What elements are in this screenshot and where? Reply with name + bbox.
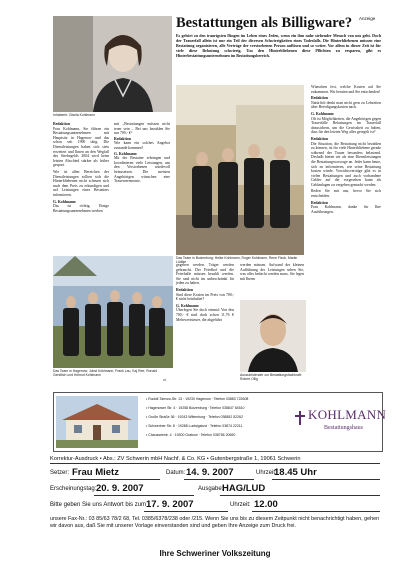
portrait-caption: Inhaberin: Gisela Kohlmann — [53, 113, 95, 117]
col2-label-4: G. Kohlmann: — [176, 303, 200, 308]
col2-label-2: G. Kohlmann: — [114, 151, 138, 156]
col3-text-1: werden müssen. Aufwand der kleinen Aufführung der Leistungen sehen Sie, was alles bedacht werden muss. Sie legen mit Ihrem — [240, 263, 304, 281]
col2-text-5: Sind diese Kosten im Preis von 700,- € nicht beinhaltet? — [176, 292, 234, 302]
col4-label-1: Redaktion — [311, 96, 328, 101]
uhrzeit-value: 18.45 Uhr — [274, 467, 317, 478]
col2-text-4: gegeben werden. Träger werden gebraucht. Der Friedhof und die Feierhalle müssen bezahlt werden. Sie sind nicht im unbeschränkt für jeden zu haben. — [176, 263, 234, 286]
building-photo — [56, 396, 138, 448]
column-2-upper — [114, 122, 170, 184]
col1-text-1: Frau Kohlmann, Sie führen ein Bestattungsunternehmen mit Hauptsitz in Hagenow und das schon seit 1990 tätig. Die Dienstleistungen haben sich stets erweitert und Ihnen an den Wegfall des Sterbegelds 2004 wird beim letzten Abschied stärker als früher gespart. — [53, 126, 109, 168]
proof-underline — [272, 479, 380, 480]
setzer-label: Setzer: — [50, 470, 70, 476]
col4-label-4: Redaktion — [311, 200, 328, 205]
col4-text-3: Oft ist Möglichkeiten, die Angehörigen gegen Trauerfälle Belastungen im Trauerfall abzusichern, um die Gewissheit zu haben, dass für den letzten Weg alles geregelt ist? — [311, 116, 381, 135]
ad-address: • Große Straße 36 · 19243 Wittenburg · Telefon 038852 52262 — [146, 415, 243, 420]
cross-logo-icon — [294, 411, 306, 425]
brand-name: KOHLMANN — [308, 407, 387, 422]
proof-underline — [220, 495, 380, 496]
proof-row-1 — [50, 467, 380, 479]
newspaper-footer: Ihre Schweriner Volkszeitung — [159, 549, 271, 558]
proof-underline — [252, 511, 380, 512]
ad-address-list — [146, 397, 286, 437]
reply-time-label: Uhrzeit: — [230, 502, 251, 508]
ad-tag: Anzeige — [359, 16, 376, 21]
col1-text-3: Das ist richtig. Einige Bestattungsunternehmen werben — [53, 204, 109, 213]
ad-address: • Schweriner Str. 8 · 19288 Ludwigslust · Telefon 03874 22211 — [146, 424, 243, 429]
erscheinungstag-value: 20. 9. 2007 — [96, 483, 144, 494]
reply-deadline-value: 17. 9. 2007 — [146, 499, 194, 510]
portrait-photo — [53, 16, 172, 112]
datum-label: Datum: — [166, 470, 186, 476]
setzer-value: Frau Mietz — [72, 467, 119, 478]
col1-label-2: G. Kohlmann: — [53, 199, 77, 204]
proof-underline — [144, 511, 228, 512]
proof-headline: Korrektur-Ausdruck • Abs.: ZV Schwerin mbH Nachf. & Co. KG • Gutenbergstraße 1, 19061 Schwerin — [50, 456, 301, 462]
ausgabe-value: HAG/LUD — [222, 483, 266, 494]
proof-underline — [94, 495, 194, 496]
proof-divider — [50, 463, 380, 464]
uhrzeit-label: Uhrzeit: — [256, 470, 277, 476]
col4-text-4: Die Situation, die Bestattung nicht bezahlen zu können, ist für viele Hinterbliebene gerade während der Trauer besonders belastend. Deshalb bieten wir als eine Dienstleistungen die Bestattungsvorsorge an. Jeder kann heute, sich zu informieren, wie seine Bestattung kosten würde. Vorsichtsverträge gibt es in vielen Bestattungen und auch vorhandene Gelder auf die vorgesehen kann als Geldanlagen zu vergeben gemacht werden. — [311, 141, 381, 187]
reply-deadline-label: Bitte geben Sie uns Antwort bis zum — [50, 502, 147, 508]
col1-text-2: Wie ist allen Bereichen der Dienstleistungen sollten sich die Hinterbliebenen nicht scheuen sich nach dem Preis zu erkundigen und auf Leistungen eines Bestatters informieren. — [53, 169, 109, 197]
proof-row-3 — [50, 499, 380, 511]
proof-underline — [70, 479, 160, 480]
col4-label-2: G. Kohlmann: — [311, 111, 335, 116]
team-photo — [176, 85, 304, 255]
datum-value: 14. 9. 2007 — [186, 467, 234, 478]
column-1 — [53, 122, 109, 213]
ad-address: • Hagenower Str. 4 · 19258 Boizenburg · Telefon 038847 54510 — [146, 406, 245, 411]
reply-time-value: 12.00 — [254, 499, 278, 510]
group-credit: v.l. — [163, 378, 168, 382]
col2-label-3: Redaktion — [176, 287, 193, 292]
column-2-lower — [176, 263, 234, 322]
col2-text-2: Wie kann ein solches Angebot zustande kommen? — [114, 141, 170, 150]
ausgabe-label: Ausgabe: — [198, 486, 224, 492]
col2-text-3: Mit der Bestatter erbringen und koordinieren viele Leistungen, um den Verstorbenen würdevoll beizusetzen. Die meisten Angehörigen wünschen eine Trauerzeremonie. — [114, 156, 170, 184]
col4-text-5: Reden Sie mit uns, bevor Sie sich entscheiden. — [311, 189, 381, 199]
col4-text-2: Natürlich denkt man nicht gern zu Lebzeiten über Beerdigungskosten nach. — [311, 100, 381, 110]
col4-text-1: Wünschen fest, welche Kosten auf Sie zukommen. Wir beraten und Sie entscheiden! — [311, 85, 381, 94]
group-caption: Das Team in Hagenow: Jobst Kohlmann, Frank Lau, Kaj Ree, Ronald Gerstlich und Helmut Kohlmann — [53, 369, 157, 377]
proof-row-2 — [50, 483, 380, 495]
page-title: Bestattungen als Billigware? — [176, 15, 353, 31]
lead-paragraph: Es gehört zu den traurigsten Dingen im Leben eines Jeden, wenn ein ihm nahe stehender Mensch von uns geht. Doch der Trauerfall allein ist nur ein Teil der diversen Schwierigkeiten eines Todesfalls. Die Hinterbliebenen müssen eine Bestattung organisieren, alle Verträge der verstorbenen Person auflösen und so weiter. Vor allem in dieser Zeit ist für viele diese Belastung schwierig. Um den Hinterbliebenen diese Pflichten zu ersparen, gibt es Hinterbestattungsunternehmen im Bestattungsbereich. — [176, 33, 381, 58]
col4-text-6: Frau Kohlmann, danke für Ihre Ausführungen. — [311, 205, 381, 214]
proof-underline — [184, 479, 254, 480]
ad-address: • Chausseestr. 4 · 19300 Grabow · Telefon 038756 20690 — [146, 433, 236, 438]
advertisement — [53, 392, 387, 452]
col2-text-6: Überlegen Sie doch einmal: Von den 700,- € sind doch schon 11,76 € Mehrwertsteuer, die abgeführt — [176, 308, 234, 322]
trainee-photo — [240, 300, 306, 372]
erscheinungstag-label: Erscheinungstag: — [50, 486, 97, 492]
column-3 — [240, 263, 304, 281]
column-4 — [311, 85, 381, 214]
proof-notice: unsere Fax-Nr.: 03 85/63 78/2 68, Tel. 0385/6378/238 oder /215. Wenn Sie uns bis zu diesem Zeitpunkt nicht benachrichtigt haben, gehen wir davon aus, daß Sie mit unserer Vorlage einverstanden sind und geben Ihre Anzeige zum Druck frei. — [50, 516, 380, 529]
ad-address: • Rudolf-Tarnow-Str. 13 · 19230 Hagenow · Telefon 03883 722608 — [146, 397, 249, 401]
team-caption: Das Team in Boizenburg: Heike Kohlmann, Roger Kohlmann, Rene Fleck, Martin Lüdtke — [176, 256, 298, 264]
col2-text-1: mit „Bestattungen müssen nicht teuer sein – Bei uns bezahlen Sie nur 700,- €“ — [114, 122, 170, 136]
col4-label-3: Redaktion — [311, 136, 328, 141]
col2-label-1: Redaktion — [114, 136, 131, 141]
brand-subtitle: Bestattungshaus — [324, 425, 363, 431]
trainee-caption: Auszubildender zur Bestattungsfachkraft: Robert Ollig — [240, 373, 302, 381]
col1-label-1: Redaktion — [53, 122, 70, 126]
group-photo — [53, 256, 173, 368]
